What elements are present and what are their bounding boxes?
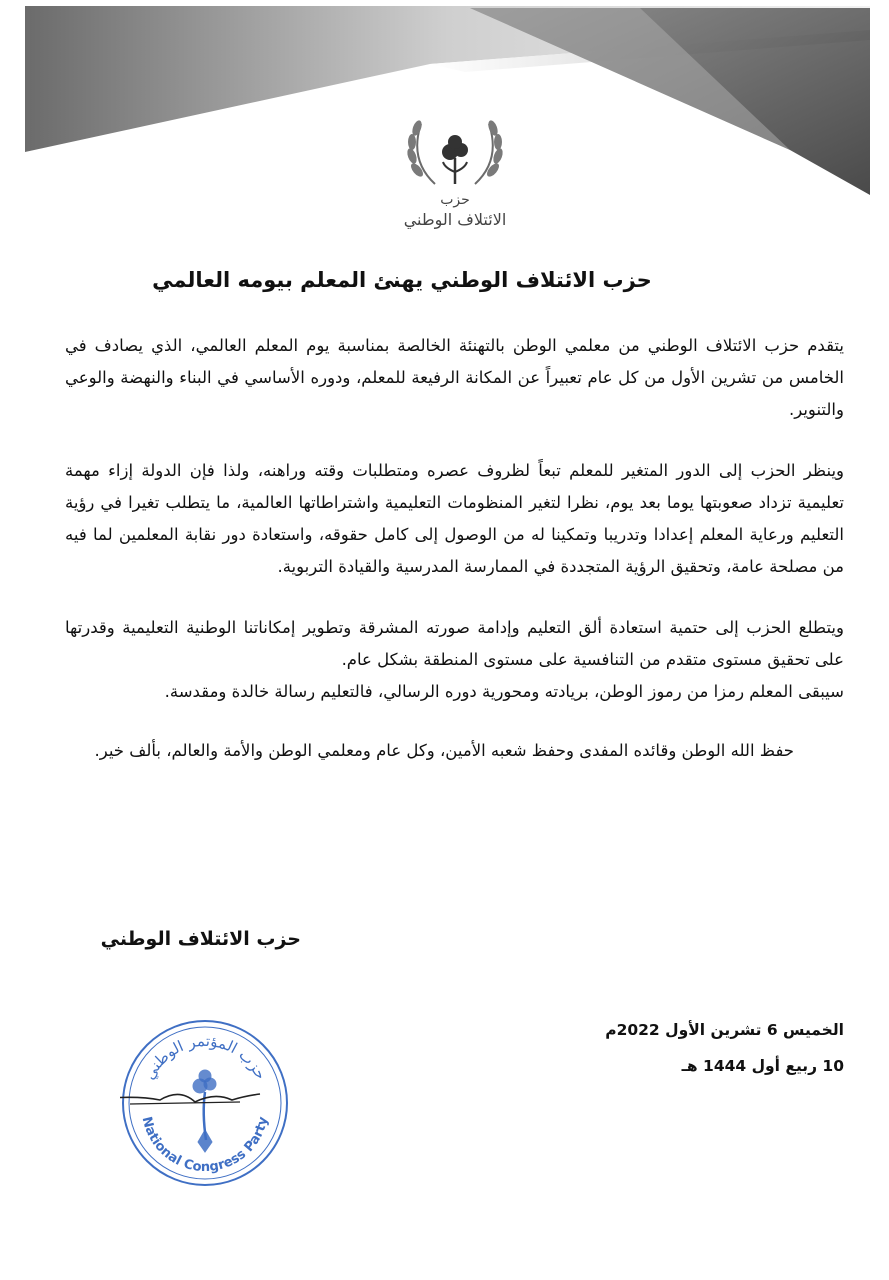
letter-body	[65, 330, 844, 767]
letter-title: حزب الائتلاف الوطني يهنئ المعلم بيومه العالمي	[152, 268, 652, 292]
signature-party-name: حزب الائتلاف الوطني	[100, 928, 301, 950]
stamp-arabic-text: حزب المؤتمر الوطني	[140, 1031, 271, 1083]
logo-caption-line1: حزب	[440, 192, 470, 208]
party-stamp	[120, 1018, 290, 1188]
handwritten-signature	[120, 1094, 260, 1102]
stamp-english-text: National Congress Party	[138, 1115, 272, 1176]
body-paragraph-1: يتقدم حزب الائتلاف الوطني من معلمي الوطن بالتهنئة الخالصة بمناسبة يوم المعلم العالمي، الذي يصادف في الخامس من تشرين الأول من كل عام تعبيراً عن المكانة الرفيعة للمعلم، ودوره الأساسي في البناء والنهضة والوعي والتنوير.	[65, 336, 844, 419]
date-gregorian: الخميس 6 تشرين الأول 2022م	[605, 1021, 844, 1039]
logo-caption-line2: الائتلاف الوطني	[403, 210, 507, 229]
body-paragraph-4: سيبقى المعلم رمزا من رموز الوطن، بريادته ومحورية دوره الرسالي، فالتعليم رسالة خالدة ومقدسة.	[164, 682, 844, 701]
body-paragraph-2: وينظر الحزب إلى الدور المتغير للمعلم تبعاً لظروف عصره ومتطلبات وقته وراهنه، ولذا فإن الدولة إزاء مهمة تعليمية تزداد صعوبتها يوما بعد يوم، نظرا لتغير المنظومات التعليمية واشتراطاتها العالمية، ما يتطلب تغيرا في رؤية التعليم ورعاية المعلم إعدادا وتدريبا وتمكينا له من الوصول إلى كامل حقوقه، واستعادة دور نقابة المعلمين لما فيه من مصلحة عامة، وتحقيق الرؤية المتجددة في الممارسة المدرسية والقيادة التربوية.	[65, 461, 844, 576]
stamp-flower-icon	[193, 1070, 216, 1152]
wheat-wreath-icon	[395, 108, 515, 194]
body-paragraph-3: ويتطلع الحزب إلى حتمية استعادة ألق التعليم وإدامة صورته المشرقة وتطوير إمكاناتنا الوطنية التعليمية وقدرتها على تحقيق مستوى متقدم من التنافسية على مستوى المنطقة بشكل عام.	[65, 618, 844, 669]
date-block	[605, 1012, 844, 1084]
date-hijri: 10 ربيع أول 1444 هـ	[681, 1057, 844, 1075]
closing-greeting: حفظ الله الوطن وقائده المفدى وحفظ شعبه الأمين، وكل عام ومعلمي الوطن والأمة والعالم، بألف خير.	[94, 741, 794, 760]
party-logo	[395, 108, 515, 248]
